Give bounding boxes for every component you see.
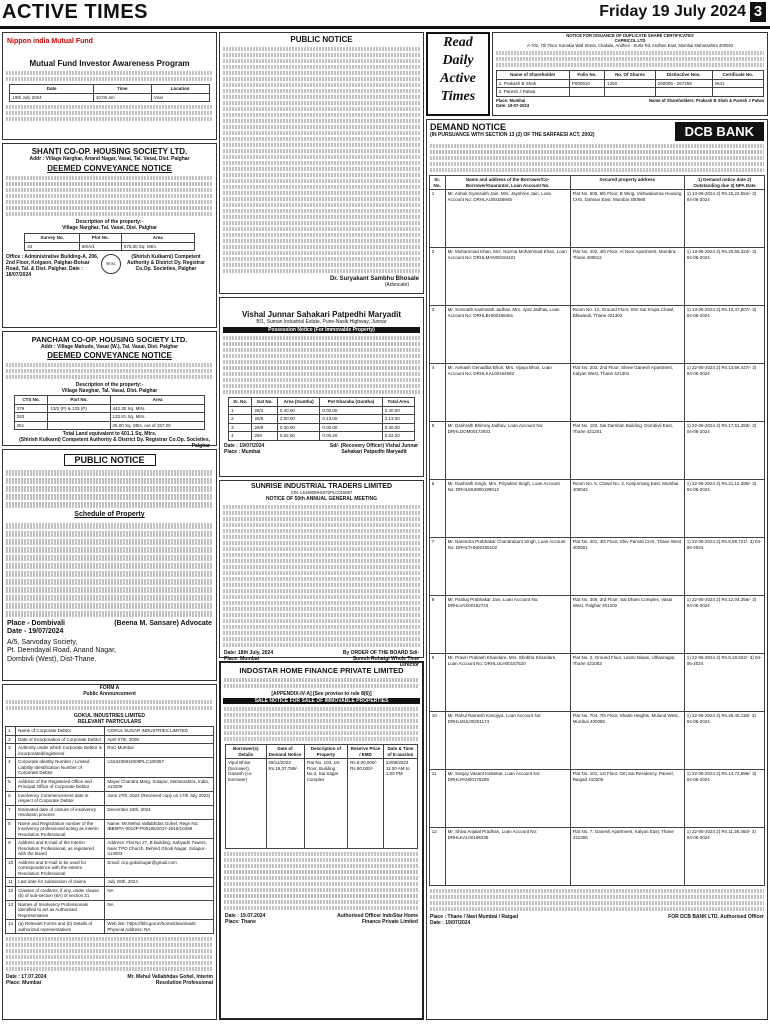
vishal-table [228, 397, 415, 441]
table-row [429, 190, 765, 248]
table-cell: Flat No. 306, 3rd Floor, Sai Dham Complex, Vasai West, Palghar 401202 [570, 596, 684, 654]
table-cell: 10 [6, 858, 16, 878]
table-row [229, 423, 415, 432]
table-cell: 0.02.00 [277, 432, 319, 441]
table-cell: Sr. No. [429, 176, 445, 190]
table-cell: June 27th, 2024 (Received copy on 17th July 2024) [105, 791, 213, 805]
table-cell: Mr. Mohammad Khan, Mrs. Nazma Mohammad Khan, Loan Account No: DRHLMAN00184421 [445, 248, 570, 306]
table-cell: 2.13.00 [382, 415, 414, 424]
table-cell: 3 [6, 744, 16, 758]
table-cell: Mr. Rahul Ramesh Kanojiya, Loan Account No: DRHLMUL00201174 [445, 712, 570, 770]
table-header-row [429, 176, 765, 190]
table-cell: 26/9 [252, 423, 277, 432]
table-cell: Authority under which Corporate Debtor is incorporated/registered [16, 744, 105, 758]
table-cell: Mr. Narendra Prabhakar Chandrakant Singh, Loan Account No: DRHLTHN00185102 [445, 538, 570, 596]
table-cell: Address: Flat No 27, B Building, Sahyadri Towers, Near TPO Church, Behind Ghodi Nagar, Solapur-413003 [105, 839, 213, 859]
table-cell: 12 [6, 886, 16, 900]
table-cell: Flat No. 7, Ganesh Apartment, Kalyan East, Thane 421306 [570, 828, 684, 886]
table-cell: 1 [229, 406, 252, 415]
nippon-logo: Nippon india Mutual Fund [7, 38, 93, 45]
share-table: Name of Shareholder Folio No. No. Of Shares Distinctive Nos. Certificate No. 1. Prakash B Shah P000910 1250 260009 - 267258 2641 2. Paresh J Patwa [496, 70, 765, 97]
table-cell: Mr. Dashrath Bhimraj Jadhav, Loan Account No: DRHLDOM00172931 [445, 422, 570, 480]
table-cell: (a) Relevant Forms and (b) Details of authorized representatives [16, 920, 105, 934]
dcb-table [429, 175, 766, 886]
table-cell: Name of Corporate Debtor [16, 727, 105, 736]
table-cell: 12 [429, 828, 445, 886]
page-number: 3 [750, 2, 766, 22]
table-cell: Corporate Identity Number / Limited Liability Identification Number of Corporate Debtor [16, 758, 105, 778]
form-a-table [5, 726, 214, 934]
indostar-sale-notice: INDOSTAR HOME FINANCE PRIVATE LIMITED [APPENDIX-IV-A] [See proviso to rule 8(6)] SALE NOTICE FOR SALE OF IMMOVABLE PROPERTIES Borrower(s) Details Date of Demand Notice Description of Property Reserve Price / EMD Date & Time of E-auction Vipul Bhise (borrower), Ganesh (co-borrower) 09/11/2023 Rs.19,37,788/- Flat No. 103, 1st Floor, Building No.3, Sai Sagar Complex Rs.8,00,000/- Rs.80,000/- 23/08/2024 11:00 AM to 1:00 PM Date : 19.07.2024 Place: Thane Authorised Officer IndoStar Home Finance Private Limited [219, 661, 424, 1020]
table-cell: 7 [429, 538, 445, 596]
table-cell: 1) 22-06-2024 2) Rs.12,04,356/- 3) 04-06-2024 [684, 596, 765, 654]
table-cell: 1) 13-06-2024 2) Rs.10,47,807/- 3) 04-06-2024 [684, 306, 765, 364]
table-cell: Last date for submission of claims [16, 878, 105, 887]
table-row [429, 712, 765, 770]
table-cell: Total Area [382, 398, 414, 407]
table-cell: Name: Mr.Mehul Vallabhdas Gohel, Regn No: IBBI/IPA-001/IP-P00185/2017-2018/10289 [105, 819, 213, 839]
public-notice-middle: PUBLIC NOTICE Dr. Suryakant Sambhu Bhosale (Advocate) [219, 32, 424, 294]
table-row [6, 920, 214, 934]
table-row [429, 364, 765, 422]
table-cell: 0.13.00 [320, 415, 382, 424]
table-cell: Mayur Chandra Marg, Solapur, Maharashtra, India, 413209 [105, 777, 213, 791]
table-cell: 1) 22-06-2024 2) Rs.26,45,118/- 3) 04-06-2024 [684, 712, 765, 770]
table-cell: Name and address of the Borrower/Co-Borrower/Guarantor, Loan Account No. [445, 176, 570, 190]
masthead-title: ACTIVE TIMES [2, 1, 149, 23]
table-cell: 2.00.00 [277, 415, 319, 424]
table-row [6, 839, 214, 859]
table-cell: 1) 22-06-2024 2) Rs.9,18,602/- 3) 04-06-2024 [684, 654, 765, 712]
table-cell: December 24th, 2024 [105, 805, 213, 819]
table-cell: 11 [6, 878, 16, 887]
dcb-logo: DCB BANK [675, 122, 764, 141]
table-cell: Names of Insolvency Professionals identified to act as Authorised Representative [16, 900, 105, 920]
table-cell: 26/9 [252, 415, 277, 424]
table-cell: GOKUL SUGAR INDUSTRIES LIMITED [105, 727, 213, 736]
table-cell: 6 [6, 791, 16, 805]
table-cell: July 26th, 2024 [105, 878, 213, 887]
table-cell: 0.00.20 [320, 432, 382, 441]
table-cell: RoC Mumbai [105, 744, 213, 758]
table-row [6, 777, 214, 791]
nippon-ad [2, 32, 217, 140]
table-cell: Secured property address [570, 176, 684, 190]
seal-icon: SEAL [101, 254, 121, 274]
table-cell: 7 [6, 805, 16, 819]
table-cell: Email: cirp.gokulsugar@gmail.com [105, 858, 213, 878]
table-cell: Mr. Avinash Genadiba Bhoir, Mrs. Vijaya Bhoir, Loan Account No: DRHLKAL00164582 [445, 364, 570, 422]
table-row [429, 422, 765, 480]
table-cell: 8 [6, 819, 16, 839]
table-cell: Flat No. 101, 1st Floor, Om Sai Residency, Panvel, Raigad 410206 [570, 770, 684, 828]
masthead-bar [0, 0, 770, 29]
issue-date: Friday 19 July 2024 [599, 3, 746, 20]
table-cell: 0.02.20 [382, 432, 414, 441]
shanti-heading: DEEMED CONVEYANCE NOTICE [47, 164, 172, 173]
table-cell: Mr. Sanjay Vasant Kalsekar, Loan Account No: DRHLPAN00178209 [445, 770, 570, 828]
table-row [429, 654, 765, 712]
table-cell: Mr. Pankaj Prabhakar Jain, Loan Account No: DRHLVAS00192743 [445, 596, 570, 654]
table-cell: Estimated date of closure of insolvency resolution process [16, 805, 105, 819]
table-cell: Room No. 5, Chawl No. 3, Kanjurmarg East, Mumbai 400042 [570, 480, 684, 538]
table-row [6, 791, 214, 805]
table-cell: 1) 13-06-2024 2) Rs.20,55,324/- 3) 04-06-2024 [684, 248, 765, 306]
public-notice-left: PUBLIC NOTICE Schedule of Property Place - Dombivali Date - 19/07/2024 (Beena M. Sansare) Advocate A/5, Sarvoday Society, Pt. Deendayal Road, Anand Nagar, Dombivli (West), Dist-Thane. [2, 449, 217, 681]
table-cell: 5 [429, 422, 445, 480]
table-cell: 8 [429, 596, 445, 654]
table-cell: Pot Kharaba (Guntha) [320, 398, 382, 407]
table-cell: NA [105, 900, 213, 920]
shanti-table: Survey No. Plot No. Area 44 60/A/1 675.00 Sq. Mtrs. [24, 233, 194, 251]
table-cell: 1 [6, 727, 16, 736]
table-cell: 1) 22-06-2024 2) Rs.21,10,385/- 3) 04-06-2024 [684, 480, 765, 538]
table-cell: NA [105, 886, 213, 900]
table-row [6, 735, 214, 744]
table-cell: 5 [6, 777, 16, 791]
shanti-notice: SHANTI CO-OP. HOUSING SOCIETY LTD. Addr : Village Narghar, Anand Nagar, Vasai, Tal. Vasai, Dist. Palghar DEEMED CONVEYANCE NOTICE Description of the property:- Village Narghar, Tal. Vasai, Dist. Palghar Survey No. Plot No. Area 44 60/A/1 675.00 Sq. Mtrs. Office : Administrative Building-A, 206, 2nd Floor, Kolgaon, Palghar-Boisar Road, Tal. & Dist. Palghar. Date : 18/07/2024 SEAL (Shirish Kulkarni) Competent Authority & District Dy. Registrar Co.Op. Societies, Palghar [2, 143, 217, 328]
table-cell: 6 [429, 480, 445, 538]
table-cell: Sr. No. [229, 398, 252, 407]
table-cell: 1) 22-06-2024 2) Rs.8,99,721/- 3) 04-06-2024 [684, 538, 765, 596]
table-row [6, 886, 214, 900]
table-cell: Name and Registration number of the insolvency professional acting as interim Resolution Professional [16, 819, 105, 839]
table-cell: 0.00.00 [320, 423, 382, 432]
table-row [6, 878, 214, 887]
table-row [6, 819, 214, 839]
table-cell: April 07th, 2008 [105, 735, 213, 744]
table-cell: Flat No. 704, 7th Floor, Shanti Heights, Mulund West, Mumbai 400080 [570, 712, 684, 770]
table-cell: 0.30.00 [277, 423, 319, 432]
table-cell: Mr. Ashok Gyansukh Jain, Mrs. Jayshree Jain, Loan Account No: DRHLAU00155945 [445, 190, 570, 248]
table-cell: 0.40.00 [277, 406, 319, 415]
table-cell: 3 [429, 306, 445, 364]
table-cell: Mr. Dashrath Singh, Mrs. Priyadevi Singh, Loan Account No: DRHLMUM00199012 [445, 480, 570, 538]
indostar-table: Borrower(s) Details Date of Demand Notice Description of Property Reserve Price / EMD Date & Time of E-auction Vipul Bhise (borrower), Ganesh (co-borrower) 09/11/2023 Rs.19,37,788/- Flat No. 103, 1st Floor, Building No.3, Sai Sagar Complex Rs.8,00,000/- Rs.80,000/- 23/08/2024 11:00 AM to 1:00 PM [225, 744, 418, 849]
shanti-title: SHANTI CO-OP. HOUSING SOCIETY LTD. [31, 147, 188, 156]
table-cell: Flat No. 203, 2nd Floor, Shree Ganesh Apartment, Kalyan West, Thane 421301 [570, 364, 684, 422]
table-row [429, 248, 765, 306]
table-cell: 4 [229, 432, 252, 441]
table-cell: Mr. Somnath Kashinath Jadhav, Mrs. Jyoti Jadhav, Loan Account No: DRHLBHI00189461 [445, 306, 570, 364]
table-cell: 1) 22-06-2024 2) Rs.11,38,460/- 3) 04-06-2024 [684, 828, 765, 886]
table-cell: Classes of creditors, if any, under clause (b) of sub-section (6A) of section 21 [16, 886, 105, 900]
form-a-notice: FORM A Public Announcement GOKUL INDUSTRIES LIMITED RELEVANT PARTICULARS 1 Name of Corporate Debtor GOKUL SUGAR INDUSTRIES LIMITED 2 Date of Incorporation of Corporate Debtor April 07th, 2008 3 Authority under which Corporate Debtor is incorporated/registered RoC Mumbai 4 Corporate Identity Number / Limited Liability Identification Number of Corporate Debtor U15423MH2008PLC180357 5 Address of the Registered Office and Principal Office of Corporate Debtor Mayur Chandra Marg, Solapur, Maharashtra, India, 413209 6 Insolvency Commencement date in respect of Corporate Debtor June 27th, 2024 (Received copy on 17th July 2024) 7 Estimated date of closure of insolvency resolution process December 24th, 2024 8 Name and Registration number of the insolvency professional acting as interim Resolution Professional Name: Mr.Mehul Vallabhdas Gohel, Regn No: IBBI/IPA-001/IP-P00185/2017-2018/10289 9 Address and E-mail of the Interim Resolution Professional, as registered with the Board Address: Flat No 27, B Building, Sahyadri Towers, Near TPO Church, Behind Ghodi Nagar, Solapur-413003 10 Address and E-mail to be used for correspondence with the Interim Resolution Professional Email: cirp.gokulsugar@gmail.com 11 Last date for submission of claims July 26th, 2024 12 Classes of creditors, if any, under clause (b) of sub-section (6A) of section 21 NA 13 Names of Insolvency Professionals identified to act as Authorised Representative NA 14 (a) Relevant Forms and (b) Details of authorized representatives Web link: https://ibbi.gov.in/home/downloads Physical Address: NA Date : 17.07.2024 Place: Mumbai Mr. Mehul Vallabhdas Gohel, Interim Resolution Professional [2, 684, 217, 1020]
sunrise-agm-notice: SUNRISE INDUSTRIAL TRADERS LIMITED CIN: L51900MH1972PLC015857 NOTICE OF 50th ANNUAL GENERAL MEETING Date: 18th July, 2024 Place: Mumbai By ORDER OF THE BOARD Sd/- Suresh Rohatgi Whole Time Director [219, 480, 424, 658]
table-cell: 14 [6, 920, 16, 934]
table-cell: 2 [229, 415, 252, 424]
table-row [429, 770, 765, 828]
table-cell: Web link: https://ibbi.gov.in/home/downloads Physical Address: NA [105, 920, 213, 934]
table-cell: U15423MH2008PLC180357 [105, 758, 213, 778]
read-daily-active-times-promo: Read Daily Active Times [426, 32, 490, 116]
nippon-headline: Mutual Fund Investor Awareness Program [29, 59, 190, 68]
table-row [6, 805, 214, 819]
table-cell: 1) 22-06-2024 2) Rs.17,51,283/- 3) 04-06-2024 [684, 422, 765, 480]
table-row [6, 858, 214, 878]
table-cell: 2 [429, 248, 445, 306]
pancham-notice: PANCHAM CO-OP. HOUSING SOCIETY LTD. Addr : Village Mahude, Vasai (W.), Tal. Vasai, Dist. Palghar DEEMED CONVEYANCE NOTICE Description of the property:- Village Navghar, Tal. Vasai, Dist. Palghar CTS No. Part No. Area 279 13/2 (P) & 133 (P) 442.30 Sq. Mtrs. 283 133.81 Sq. Mtrs. 261 25.00 Sq. Mtrs. out of 157.20 Total Land equivalent to 601.1 Sq. Mtrs. (Shirish Kulkarni) Competent Authority & District Dy. Registrar Co.Op. Societies, Palghar [2, 331, 217, 446]
table-cell: Flat No. 102, Sai Darshan Building, Dombivli East, Thane 421201 [570, 422, 684, 480]
table-cell: Flat No. 605, 6th Floor, B Wing, Vishwakarma Housing CHS, Dahisar East, Mumbai 400068 [570, 190, 684, 248]
table-cell: Mr. Shiva Anjalal Pradhan, Loan Account No: DRHLKAL00196335 [445, 828, 570, 886]
table-row [229, 415, 415, 424]
table-cell: 9 [6, 839, 16, 859]
table-cell: 1 [429, 190, 445, 248]
table-cell: Mr. Pravin Prakash Khandare, Mrs. Shobha Khandare, Loan Account No: DRHLULH00187520 [445, 654, 570, 712]
table-cell: 26/3 [252, 406, 277, 415]
table-cell: 4 [429, 364, 445, 422]
table-cell: Date of Incorporation of Corporate Debtor [16, 735, 105, 744]
table-row [6, 744, 214, 758]
pancham-table: CTS No. Part No. Area 279 13/2 (P) & 133 (P) 442.30 Sq. Mtrs. 283 133.81 Sq. Mtrs. 261 25.00 Sq. Mtrs. out of 157.20 [14, 395, 206, 430]
table-cell: Area (Guntha) [277, 398, 319, 407]
table-cell: 260 [252, 432, 277, 441]
table-cell: Address and E-mail of the Interim Resolution Professional, as registered with the Board [16, 839, 105, 859]
table-cell: Room No. 12, Ground Floor, Shri Sai Krupa Chawl, Bhiwandi, Thane 421302 [570, 306, 684, 364]
table-cell: 9 [429, 654, 445, 712]
table-row [6, 727, 214, 736]
shanti-address: Addr : Village Narghar, Anand Nagar, Vasai, Tal. Vasai, Dist. Palghar [29, 156, 190, 162]
table-cell: Flat No. 2, Ground Floor, Laxmi Niwas, Ulhasnagar, Thane 421003 [570, 654, 684, 712]
table-cell: Flat No. 401, 4th Floor, Shiv Parvati CHS, Thane West 400601 [570, 538, 684, 596]
table-row [429, 306, 765, 364]
table-cell: 1) 22-06-2024 2) Rs.13,66,427/- 3) 04-06-2024 [684, 364, 765, 422]
table-cell: 11 [429, 770, 445, 828]
table-cell: 0.00.00 [320, 406, 382, 415]
table-cell: 13 [6, 900, 16, 920]
table-cell: Insolvency Commencement date in respect of Corporate Debtor [16, 791, 105, 805]
table-cell: 3 [229, 423, 252, 432]
table-row [229, 406, 415, 415]
nippon-schedule-table: Date Time Location 19th July 2024 10:00 am Virar [9, 84, 209, 102]
table-cell: Flat No. 402, 4th Floor, Al Noor Apartment, Mumbra, Thane 400612 [570, 248, 684, 306]
table-cell: Gat No. [252, 398, 277, 407]
table-cell: 0.30.00 [382, 423, 414, 432]
table-row [6, 758, 214, 778]
table-cell: 10 [429, 712, 445, 770]
table-cell: Address and E-mail to be used for correspondence with the Interim Resolution Professional [16, 858, 105, 878]
table-cell: 4 [6, 758, 16, 778]
table-cell: 2 [6, 735, 16, 744]
table-row [429, 828, 765, 886]
table-cell: 0.40.00 [382, 406, 414, 415]
table-cell: Address of the Registered Office and Principal Office of Corporate Debtor [16, 777, 105, 791]
table-row [229, 432, 415, 441]
table-row [429, 538, 765, 596]
table-header-row [229, 398, 415, 407]
share-certificate-notice: NOTICE FOR ISSUANCE OF DUPLICATE SHARE CERTIFICATES CAPRICOL LTD A-702, 7th Floor, Kanakia Wall Street, Chakala, Andheri - Kurla Rd, Andheri East, Mumbai Maharashtra 400093 Name of Shareholder Folio No. No. Of Shares Distinctive Nos. Certificate No. 1. Prakash B Shah P000910 1250 260009 - 267258 2641 2. Paresh J Patwa Place: Mumbai Date: 19-07-2024 Name of Shareholders: Prakash B Shah & Paresh J Patwa [492, 32, 768, 116]
vishal-notice: Vishal Junnar Sahakari Patpedhi Maryadit B/1, Suman Industrial Estate, Pune-Nasik Highway, Junnar Possession Notice (For Immovable Property) Sr. No. Gat No. Area (Guntha) Pot Kharaba (Guntha) Total Area 1 26/3 0.40.00 0.00.00 0.40.00 2 26/9 2.00.00 0.13.00 2.13.00 3 26/9 0.30.00 0.00.00 0.30.00 4 260 0.02.00 0.00.20 0.02.20 Date : 19/07/2024 Place : Mumbai Sd/- (Recovery Officer) Vishal Junnar Sahakari Patpedhi Maryadit [219, 297, 424, 477]
table-cell: 1) 13-06-2024 2) Rs.15,22,554/- 3) 04-06-2024 [684, 190, 765, 248]
table-cell: 1) 22-06-2024 2) Rs.14,72,896/- 3) 04-06-2024 [684, 770, 765, 828]
table-row [429, 480, 765, 538]
dcb-demand-notice: DEMAND NOTICE (IN PURSUANCE WITH SECTION 13 (2) OF THE SARFAESI ACT, 2002) DCB BANK Sr. No. Name and address of the Borrower/Co-Borrower/Guarantor, Loan Account No. Secured property address 1) Demand notice date 2) Outstanding due 3) NPA Date 1 Mr. Ashok Gyansukh Jain, Mrs. Jayshree Jain, Loan Account No: DRHLAU00155945 Flat No. 605, 6th Floor, B Wing, Vishwakarma Housing CHS, Dahisar East, Mumbai 400068 1) 13-06-2024 2) Rs.15,22,554/- 3) 04-06-2024 2 Mr. Mohammad Khan, Mrs. Nazma Mohammad Khan, Loan Account No: DRHLMAN00184421 Flat No. 402, 4th Floor, Al Noor Apartment, Mumbra, Thane 400612 1) 13-06-2024 2) Rs.20,55,324/- 3) 04-06-2024 3 Mr. Somnath Kashinath Jadhav, Mrs. Jyoti Jadhav, Loan Account No: DRHLBHI00189461 Room No. 12, Ground Floor, Shri Sai Krupa Chawl, Bhiwandi, Thane 421302 1) 13-06-2024 2) Rs.10,47,807/- 3) 04-06-2024 4 Mr. Avinash Genadiba Bhoir, Mrs. Vijaya Bhoir, Loan Account No: DRHLKAL00164582 Flat No. 203, 2nd Floor, Shree Ganesh Apartment, Kalyan West, Thane 421301 1) 22-06-2024 2) Rs.13,66,427/- 3) 04-06-2024 5 Mr. Dashrath Bhimraj Jadhav, Loan Account No: DRHLDOM00172931 Flat No. 102, Sai Darshan Building, Dombivli East, Thane 421201 1) 22-06-2024 2) Rs.17,51,283/- 3) 04-06-2024 6 Mr. Dashrath Singh, Mrs. Priyadevi Singh, Loan Account No: DRHLMUM00199012 Room No. 5, Chawl No. 3, Kanjurmarg East, Mumbai 400042 1) 22-06-2024 2) Rs.21,10,385/- 3) 04-06-2024 7 Mr. Narendra Prabhakar Chandrakant Singh, Loan Account No: DRHLTHN00185102 Flat No. 401, 4th Floor, Shiv Parvati CHS, Thane West 400601 1) 22-06-2024 2) Rs.8,99,721/- 3) 04-06-2024 8 Mr. Pankaj Prabhakar Jain, Loan Account No: DRHLVAS00192743 Flat No. 306, 3rd Floor, Sai Dham Complex, Vasai West, Palghar 401202 1) 22-06-2024 2) Rs.12,04,356/- 3) 04-06-2024 9 Mr. Pravin Prakash Khandare, Mrs. Shobha Khandare, Loan Account No: DRHLULH00187520 Flat No. 2, Ground Floor, Laxmi Niwas, Ulhasnagar, Thane 421003 1) 22-06-2024 2) Rs.9,18,602/- 3) 04-06-2024 10 Mr. Rahul Ramesh Kanojiya, Loan Account No: DRHLMUL00201174 Flat No. 704, 7th Floor, Shanti Heights, Mulund West, Mumbai 400080 1) 22-06-2024 2) Rs.26,45,118/- 3) 04-06-2024 11 Mr. Sanjay Vasant Kalsekar, Loan Account No: DRHLPAN00178209 Flat No. 101, 1st Floor, Om Sai Residency, Panvel, Raigad 410206 1) 22-06-2024 2) Rs.14,72,896/- 3) 04-06-2024 12 Mr. Shiva Anjalal Pradhan, Loan Account No: DRHLKAL00196335 Flat No. 7, Ganesh Apartment, Kalyan East, Thane 421306 1) 22-06-2024 2) Rs.11,38,460/- 3) 04-06-2024 Place : Thane / Navi Mumbai / Raigad Date : 19/07/2024 FOR DCB BANK LTD. Authorised Officer [426, 119, 768, 1020]
table-cell: 1) Demand notice date 2) Outstanding due 3) NPA Date [684, 176, 765, 190]
table-row [6, 900, 214, 920]
table-row [429, 596, 765, 654]
